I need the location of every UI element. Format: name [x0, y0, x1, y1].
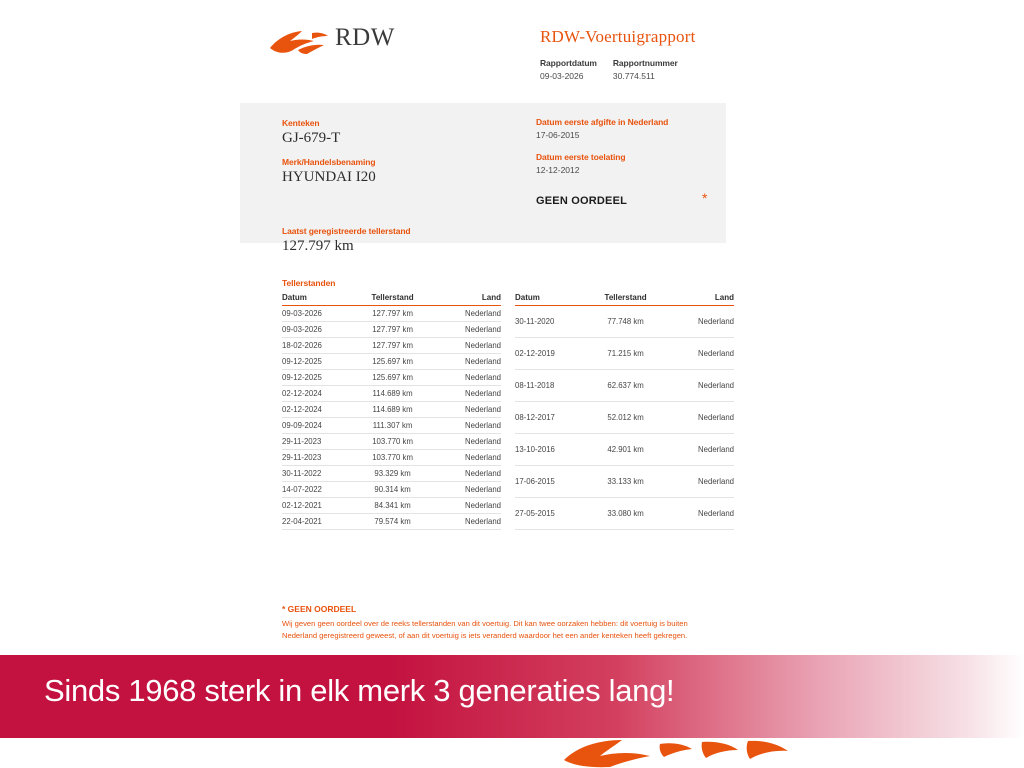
odometer-history-title: Tellerstanden [282, 278, 336, 288]
cell-date: 18-02-2026 [282, 338, 356, 354]
odometer-block [282, 226, 411, 255]
col-country: Land [429, 293, 501, 306]
cell-date: 17-06-2015 [515, 466, 589, 498]
cell-country: Nederland [429, 370, 501, 386]
make-block [282, 157, 512, 186]
table-row [282, 322, 501, 338]
cell-date: 29-11-2023 [282, 450, 356, 466]
odometer-rows-left [282, 306, 501, 530]
cell-date: 27-05-2015 [515, 498, 589, 530]
odometer-history-section [282, 278, 734, 530]
cell-odometer: 93.329 km [356, 466, 428, 482]
cell-date: 09-03-2026 [282, 322, 356, 338]
table-header-row [282, 293, 501, 306]
cell-date: 13-10-2016 [515, 434, 589, 466]
cell-odometer: 79.574 km [356, 514, 428, 530]
cell-country: Nederland [429, 402, 501, 418]
table-row [282, 338, 501, 354]
cell-odometer: 103.770 km [356, 450, 428, 466]
footnote-block [282, 604, 702, 642]
cell-odometer: 127.797 km [356, 338, 428, 354]
cell-odometer: 52.012 km [589, 402, 661, 434]
cell-country: Nederland [662, 466, 734, 498]
table-row [515, 338, 734, 370]
first-registration-nl-value: 17-06-2015 [536, 130, 580, 140]
table-row [515, 434, 734, 466]
cell-date: 22-04-2021 [282, 514, 356, 530]
table-row [282, 306, 501, 322]
cell-date: 08-11-2018 [515, 370, 589, 402]
cell-date: 09-03-2026 [282, 306, 356, 322]
dealer-flame-logo-icon [560, 738, 792, 768]
cell-odometer: 125.697 km [356, 370, 428, 386]
report-meta [540, 58, 678, 81]
first-admission-value: 12-12-2012 [536, 165, 580, 175]
cell-date: 09-09-2024 [282, 418, 356, 434]
cell-odometer: 127.797 km [356, 322, 428, 338]
cell-odometer: 103.770 km [356, 434, 428, 450]
report-date-block [540, 58, 597, 81]
cell-date: 08-12-2017 [515, 402, 589, 434]
report-number-block [613, 58, 678, 81]
table-row [515, 306, 734, 338]
cell-country: Nederland [429, 466, 501, 482]
cell-country: Nederland [429, 386, 501, 402]
cell-date: 09-12-2025 [282, 370, 356, 386]
table-row [515, 402, 734, 434]
cell-date: 02-12-2024 [282, 386, 356, 402]
table-row [282, 450, 501, 466]
make-value: HYUNDAI I20 [282, 169, 376, 185]
verdict-badge: GEEN OORDEEL [536, 195, 628, 207]
cell-date: 02-12-2019 [515, 338, 589, 370]
odometer-label: Laatst geregistreerde tellerstand [282, 226, 411, 236]
verdict-footnote-marker: * [702, 190, 708, 206]
cell-country: Nederland [662, 306, 734, 338]
rdw-wordmark: RDW [335, 24, 395, 51]
cell-country: Nederland [662, 434, 734, 466]
plate-value: GJ-679-T [282, 130, 341, 146]
cell-country: Nederland [662, 370, 734, 402]
cell-country: Nederland [429, 482, 501, 498]
cell-date: 30-11-2020 [515, 306, 589, 338]
table-header-row [515, 293, 734, 306]
cell-country: Nederland [662, 338, 734, 370]
cell-country: Nederland [662, 402, 734, 434]
cell-odometer: 33.133 km [589, 466, 661, 498]
plate-block [282, 118, 512, 147]
first-admission-label: Datum eerste toelating [536, 152, 626, 162]
table-row [515, 370, 734, 402]
cell-date: 29-11-2023 [282, 434, 356, 450]
footnote-title: * GEEN OORDEEL [282, 604, 357, 614]
table-row [515, 498, 734, 530]
col-odometer: Tellerstand [589, 293, 661, 306]
summary-right-column [536, 117, 716, 187]
cell-odometer: 71.215 km [589, 338, 661, 370]
table-row [282, 386, 501, 402]
cell-odometer: 127.797 km [356, 306, 428, 322]
first-admission-block [536, 152, 716, 175]
table-row [282, 498, 501, 514]
report-number-value: 30.774.511 [612, 71, 655, 81]
odometer-rows-right [515, 306, 734, 530]
first-registration-nl-label: Datum eerste afgifte in Nederland [536, 117, 669, 127]
cell-country: Nederland [429, 434, 501, 450]
cell-odometer: 62.637 km [589, 370, 661, 402]
cell-country: Nederland [429, 322, 501, 338]
cell-odometer: 114.689 km [356, 386, 428, 402]
cell-country: Nederland [662, 498, 734, 530]
table-row [282, 466, 501, 482]
summary-left-column [282, 118, 512, 254]
rdw-flame-icon [268, 28, 330, 58]
col-odometer: Tellerstand [356, 293, 428, 306]
cell-date: 09-12-2025 [282, 354, 356, 370]
cell-odometer: 111.307 km [356, 418, 428, 434]
table-row [282, 434, 501, 450]
cell-country: Nederland [429, 498, 501, 514]
col-country: Land [662, 293, 734, 306]
cell-odometer: 77.748 km [589, 306, 661, 338]
cell-country: Nederland [429, 306, 501, 322]
table-row [282, 418, 501, 434]
cell-date: 02-12-2021 [282, 498, 356, 514]
table-row [282, 402, 501, 418]
first-registration-nl-block [536, 117, 716, 140]
report-number-label: Rapportnummer [612, 58, 678, 68]
cell-odometer: 125.697 km [356, 354, 428, 370]
cell-odometer: 114.689 km [356, 402, 428, 418]
cell-date: 02-12-2024 [282, 402, 356, 418]
cell-date: 14-07-2022 [282, 482, 356, 498]
make-label: Merk/Handelsbenaming [282, 157, 376, 167]
cell-odometer: 33.080 km [589, 498, 661, 530]
col-date: Datum [515, 293, 589, 306]
cell-country: Nederland [429, 354, 501, 370]
odometer-table-left [282, 293, 501, 530]
rdw-logo [268, 24, 395, 60]
cell-odometer: 90.314 km [356, 482, 428, 498]
report-date-label: Rapportdatum [540, 58, 597, 68]
promo-banner-text: Sinds 1968 sterk in elk merk 3 generaties lang! [44, 673, 675, 708]
odometer-table-right [515, 293, 734, 530]
cell-country: Nederland [429, 450, 501, 466]
col-date: Datum [282, 293, 356, 306]
vehicle-summary-panel [240, 103, 726, 254]
table-row [282, 482, 501, 498]
odometer-value: 127.797 km [282, 238, 354, 254]
table-row [515, 466, 734, 498]
cell-odometer: 42.901 km [589, 434, 661, 466]
plate-label: Kenteken [282, 118, 320, 128]
cell-date: 30-11-2022 [282, 466, 356, 482]
cell-odometer: 84.341 km [356, 498, 428, 514]
cell-country: Nederland [429, 514, 501, 530]
cell-country: Nederland [429, 338, 501, 354]
table-row [282, 514, 501, 530]
report-title: RDW-Voertuigrapport [540, 27, 696, 46]
cell-country: Nederland [429, 418, 501, 434]
report-date-value: 09-03-2026 [540, 71, 584, 81]
table-row [282, 354, 501, 370]
table-row [282, 370, 501, 386]
footnote-body: Wij geven geen oordeel over de reeks tellerstanden van dit voertuig. Dit kan twee oorzaken hebben: dit voertuig is buiten Nederland geregistreerd geweest, of aan dit voertuig is iets veranderd waardoor het een ander kenteken heeft gekregen. [282, 619, 688, 640]
